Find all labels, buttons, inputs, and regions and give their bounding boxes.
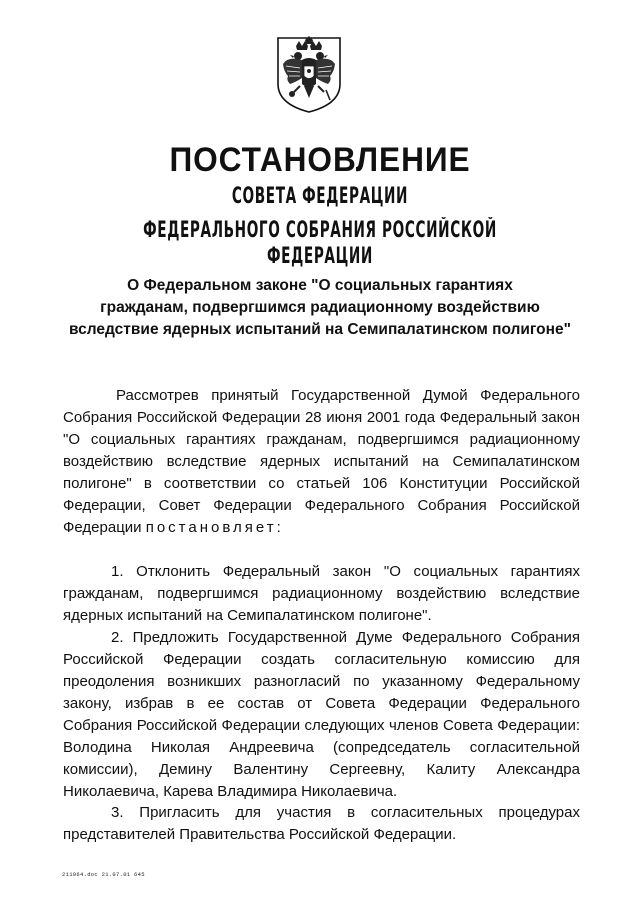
resolution-item-3: 3. Пригласить для участия в согласительных процедурах представителей Правительства Российской Федерации. bbox=[63, 804, 580, 843]
document-footer-code: 211964.doc 21.07.01 645 bbox=[62, 871, 145, 878]
resolution-item-2: 2. Предложить Государственной Думе Федерального Собрания Российской Федерации создать согласительную комиссию для преодоления возникших разногласий по указанному Федеральному закону, избрав в ее состав от Совета Федерации Федерального Собрания Российской Федерации следующих членов Совета Федерации: Володина Николая Андреевича (сопредседатель согласительной комиссии), Демину Валентину Сергеевну, Калиту Александра Николаевича, Карева Владимира Николаевича. bbox=[63, 629, 580, 800]
preamble-text: Рассмотрев принятый Государственной Думой Федерального Собрания Российской Федерации 28 июня 2001 года Федеральный закон "О социальных гарантиях гражданам, подвергшимся радиационному воздействию вследствие ядерных испытаний на Семипалатинском полигоне" в соответствии со статьей 106 Конституции Российской Федерации, Совет Федерации Федерального Собрания Российской Федерации bbox=[63, 387, 580, 536]
decides-word: постановляет: bbox=[145, 519, 284, 536]
issuing-body-line1: СОВЕТА ФЕДЕРАЦИИ bbox=[231, 184, 409, 209]
subject-line-2: гражданам, подвергшимся радиационному воздействию bbox=[100, 299, 540, 316]
document-subject bbox=[60, 275, 580, 341]
document-title: ПОСТАНОВЛЕНИЕ bbox=[169, 141, 471, 179]
preamble-paragraph bbox=[63, 385, 580, 539]
subject-line-3: вследствие ядерных испытаний на Семипалатинском полигоне" bbox=[69, 321, 571, 338]
resolution-item-1: 1. Отклонить Федеральный закон "О социальных гарантиях гражданам, подвергшимся радиационному воздействию вследствие ядерных испытаний на Семипалатинском полигоне". bbox=[63, 563, 580, 624]
subject-line-1: О Федеральном законе "О социальных гарантиях bbox=[127, 277, 513, 294]
issuing-body-line2: ФЕДЕРАЛЬНОГО СОБРАНИЯ РОССИЙСКОЙ ФЕДЕРАЦИИ bbox=[143, 218, 497, 269]
russian-double-headed-eagle-icon bbox=[274, 34, 344, 114]
